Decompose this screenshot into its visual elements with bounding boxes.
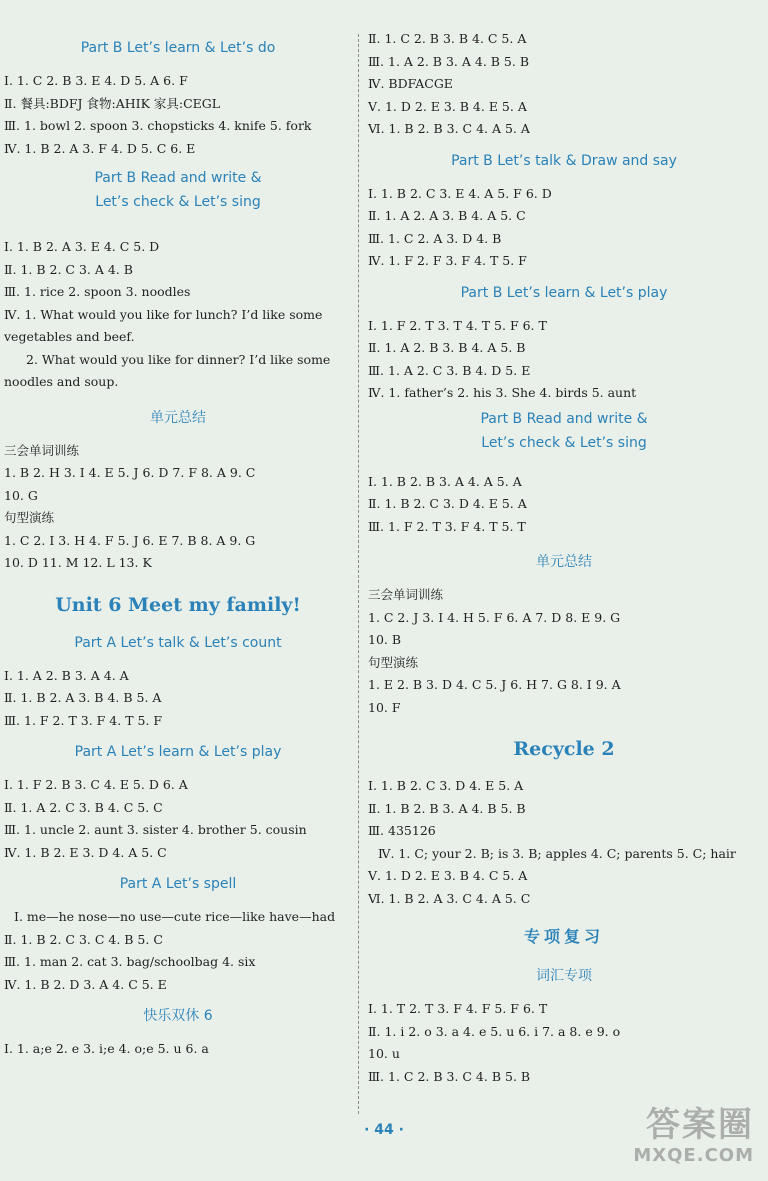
answer-line: Ⅱ. 1. B 2. C 3. A 4. B [4, 261, 133, 277]
answer-line: Ⅲ. 1. F 2. T 3. F 4. T 5. T [368, 518, 526, 534]
answer-line: Ⅱ. 1. B 2. C 3. C 4. B 5. C [4, 931, 163, 947]
answer-paragraph: Ⅳ. 1. What would you like for lunch? I’d like some vegetables and beef. [4, 306, 323, 344]
answer-line: Ⅳ. 1. B 2. D 3. A 4. C 5. E [4, 976, 167, 992]
answer-line: Ⅵ. 1. B 2. A 3. C 4. A 5. C [368, 890, 531, 906]
answer-line: Ⅱ. 1. A 2. A 3. B 4. A 5. C [368, 208, 526, 223]
section-title: Part A Let’s spell [119, 876, 237, 892]
sub-label: 句型演练 [368, 654, 419, 670]
answer-line: Ⅳ. 1. father’s 2. his 3. She 4. birds 5. aunt [368, 385, 637, 400]
answer-line: 10. F [368, 699, 401, 715]
answer-line: Ⅱ. 1. B 2. B 3. A 4. B 5. B [368, 800, 526, 816]
answer-line: Ⅰ. 1. A 2. B 3. A 4. A [4, 667, 129, 683]
answer-line: Ⅲ. 1. A 2. C 3. B 4. D 5. E [368, 362, 531, 378]
answer-line: Ⅰ. 1. a;e 2. e 3. i;e 4. o;e 5. u 6. a [4, 1041, 209, 1056]
answer-line: Ⅰ. 1. B 2. A 3. E 4. C 5. D [4, 239, 160, 254]
answer-line: 10. u [368, 1046, 400, 1061]
answer-line: Ⅴ. 1. D 2. E 3. B 4. C 5. A [368, 868, 528, 883]
answer-line: 1. E 2. B 3. D 4. C 5. J 6. H 7. G 8. I 9. A [368, 677, 621, 692]
answer-line: Ⅲ. 1. man 2. cat 3. bag/schoolbag 4. six [4, 954, 256, 969]
answer-line: Ⅰ. 1. F 2. T 3. T 4. T 5. F 6. T [368, 317, 547, 333]
answer-line: Ⅲ. 1. C 2. B 3. C 4. B 5. B [368, 1068, 531, 1084]
section-title: 单元总结 [536, 554, 592, 570]
section-title: Part A Let’s talk & Let’s count [74, 634, 282, 651]
answer-line: Ⅲ. 435126 [368, 823, 436, 838]
answer-line: Ⅲ. 1. rice 2. spoon 3. noodles [4, 284, 191, 299]
answer-line: Ⅰ. 1. B 2. B 3. A 4. A 5. A [368, 473, 522, 489]
answer-line: Ⅲ. 1. A 2. B 3. A 4. B 5. B [368, 53, 530, 69]
answer-line: Ⅳ. 1. F 2. F 3. F 4. T 5. F [368, 253, 527, 268]
section-title: Part B Let’s learn & Let’s play [460, 284, 668, 301]
right-column [368, 28, 760, 1088]
answer-line: Ⅲ. 1. C 2. A 3. D 4. B [368, 230, 502, 246]
answer-line: Ⅱ. 1. A 2. C 3. B 4. C 5. C [4, 799, 163, 815]
answer-line: Ⅰ. 1. B 2. C 3. D 4. E 5. A [368, 778, 524, 793]
answer-line: 1. C 2. I 3. H 4. F 5. J 6. E 7. B 8. A 9. G [4, 532, 256, 548]
answer-line: 10. D 11. M 12. L 13. K [4, 555, 152, 570]
column-divider [358, 34, 359, 1114]
answer-line: Ⅱ. 餐具:BDFJ 食物:AHIK 家具:CEGL [4, 95, 221, 111]
unit-title: Recycle 2 [513, 738, 615, 760]
section-title: Part B Read and write & Let’s check & Let’s sing [480, 410, 648, 451]
sub-label: 句型演练 [4, 510, 55, 525]
answer-line: Ⅱ. 1. B 2. C 3. D 4. E 5. A [368, 496, 527, 511]
answer-line: Ⅰ. 1. C 2. B 3. E 4. D 5. A 6. F [4, 73, 188, 88]
answer-paragraph: Ⅳ. 1. C; your 2. B; is 3. B; apples 4. C; parents 5. C; hair [378, 845, 736, 861]
section-title: Part B Let’s talk & Draw and say [451, 152, 677, 169]
section-title: 词汇专项 [536, 968, 592, 984]
answer-line: 10. B [368, 632, 402, 647]
unit-title: Unit 6 Meet my family! [55, 593, 301, 616]
answer-line: Ⅱ. 1. C 2. B 3. B 4. C 5. A [368, 31, 527, 46]
answer-line: Ⅱ. 1. A 2. B 3. B 4. A 5. B [368, 340, 526, 355]
answer-line: Ⅲ. 1. uncle 2. aunt 3. sister 4. brother 5. cousin [4, 822, 307, 837]
sub-label: 三会单词训练 [368, 587, 444, 602]
watermark-logo [604, 1105, 754, 1171]
answer-line: Ⅱ. 1. i 2. o 3. a 4. e 5. u 6. i 7. a 8. e 9. o [368, 1023, 621, 1039]
answer-line: Ⅲ. 1. bowl 2. spoon 3. chopsticks 4. knife 5. fork [4, 118, 312, 133]
sub-label: 三会单词训练 [4, 442, 80, 458]
answer-line: Ⅱ. 1. B 2. A 3. B 4. B 5. A [4, 690, 162, 705]
answer-line: Ⅰ. 1. B 2. C 3. E 4. A 5. F 6. D [368, 185, 552, 201]
answer-line: Ⅳ. BDFACGE [368, 76, 453, 91]
special-review-title: 专项复习 [523, 927, 604, 946]
answer-paragraph: Ⅰ. me—he nose—no use—cute rice—like have—had [14, 909, 336, 924]
page-number: · 44 · [364, 1122, 404, 1138]
answer-line: Ⅰ. 1. F 2. B 3. C 4. E 5. D 6. A [4, 777, 188, 792]
answer-line: 1. B 2. H 3. I 4. E 5. J 6. D 7. F 8. A 9. C [4, 465, 256, 480]
section-title: Part B Read and write & Let’s check & Let’s sing [94, 170, 262, 210]
watermark-url: MXQE.COM [633, 1145, 754, 1166]
section-title: 快乐双休 6 [143, 1008, 213, 1024]
answer-line: Ⅴ. 1. D 2. E 3. B 4. E 5. A [368, 98, 527, 114]
answer-line: Ⅳ. 1. B 2. A 3. F 4. D 5. C 6. E [4, 140, 196, 156]
answer-paragraph: 2. What would you like for dinner? I’d like some noodles and soup. [4, 351, 331, 389]
answer-line: Ⅳ. 1. B 2. E 3. D 4. A 5. C [4, 844, 167, 860]
answer-line: 1. C 2. J 3. I 4. H 5. F 6. A 7. D 8. E 9. G [368, 609, 621, 625]
section-title: Part B Let’s learn & Let’s do [80, 40, 276, 56]
answer-line: Ⅵ. 1. B 2. B 3. C 4. A 5. A [368, 121, 530, 136]
answer-line: Ⅰ. 1. T 2. T 3. F 4. F 5. F 6. T [368, 1001, 548, 1016]
left-column [4, 28, 352, 1061]
answer-line: 10. G [4, 487, 38, 503]
section-title: 单元总结 [150, 409, 206, 426]
answer-line: Ⅲ. 1. F 2. T 3. F 4. T 5. F [4, 712, 163, 728]
section-title: Part A Let’s learn & Let’s play [74, 744, 282, 760]
watermark-text: 答案圈 [646, 1105, 754, 1145]
